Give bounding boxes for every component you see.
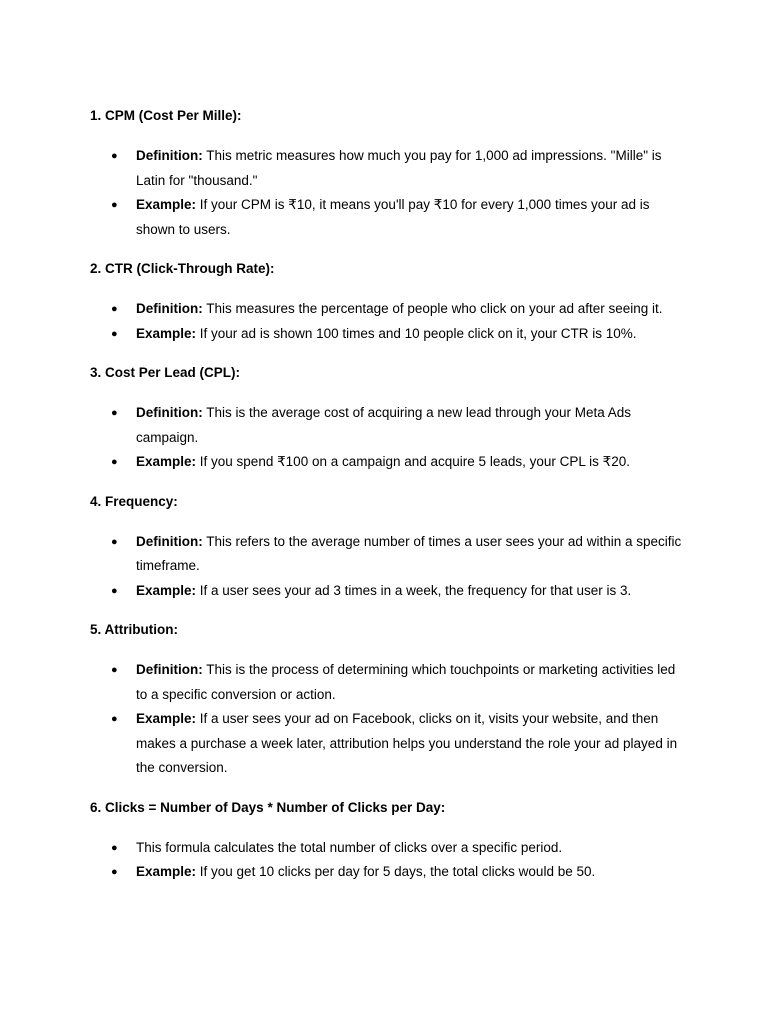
section-clicks-formula [90, 799, 678, 885]
item-term: Example: [136, 864, 197, 879]
section-ctr [90, 260, 678, 346]
list-item [90, 322, 682, 347]
item-text: This metric measures how much you pay for 1,000 ad impressions. "Mille" is Latin for "thousand." [136, 148, 662, 188]
item-term: Example: [136, 454, 197, 469]
bullet-list [90, 530, 682, 604]
bullet-list [90, 297, 678, 346]
item-term: Example: [136, 711, 197, 726]
item-text: If you get 10 clicks per day for 5 days, the total clicks would be 50. [196, 864, 596, 879]
item-term: Example: [136, 197, 197, 212]
item-text: If you spend ₹100 on a campaign and acquire 5 leads, your CPL is ₹20. [196, 454, 630, 469]
bullet-icon: ● [111, 150, 118, 162]
item-term: Definition: [136, 301, 203, 316]
item-text: If your CPM is ₹10, it means you'll pay ₹10 for every 1,000 times your ad is shown to users. [136, 197, 650, 237]
bullet-icon: ● [111, 456, 118, 468]
bullet-icon: ● [111, 407, 118, 419]
section-heading: 1. CPM (Cost Per Mille): [90, 108, 242, 123]
section-cpm [90, 107, 678, 242]
bullet-icon: ● [111, 713, 118, 725]
section-heading: 6. Clicks = Number of Days * Number of Clicks per Day: [90, 799, 446, 815]
bullet-list [90, 144, 678, 242]
list-item [90, 836, 682, 861]
item-term: Definition: [136, 662, 203, 677]
section-attribution [90, 621, 678, 781]
bullet-icon: ● [111, 584, 118, 597]
bullet-icon: ● [111, 841, 118, 854]
item-term: Example: [136, 325, 197, 341]
item-text: If your ad is shown 100 times and 10 people click on it, your CTR is 10%. [196, 325, 637, 341]
item-text: This formula calculates the total number of clicks over a specific period. [136, 839, 563, 855]
bullet-icon: ● [111, 866, 118, 878]
bullet-icon: ● [111, 327, 118, 340]
bullet-list [90, 836, 678, 885]
section-heading: 5. Attribution: [90, 622, 178, 637]
item-term: Definition: [136, 533, 203, 549]
bullet-list [90, 658, 678, 781]
list-item [90, 193, 682, 242]
list-item [90, 450, 682, 475]
list-item [90, 530, 682, 579]
item-text: If a user sees your ad on Facebook, clicks on it, visits your website, and then makes a purchase a week later, attribution helps you understand the role your ad played in the conversion. [136, 711, 678, 775]
bullet-list [90, 401, 678, 475]
bullet-icon: ● [111, 303, 118, 315]
item-text: This refers to the average number of times a user sees your ad within a specific timeframe. [136, 533, 682, 573]
section-heading: 2. CTR (Click-Through Rate): [90, 261, 275, 276]
list-item [90, 144, 682, 193]
section-heading: 4. Frequency: [90, 493, 178, 509]
item-text: If a user sees your ad 3 times in a week, the frequency for that user is 3. [196, 582, 632, 598]
section-heading: 3. Cost Per Lead (CPL): [90, 365, 241, 380]
item-text: This is the average cost of acquiring a new lead through your Meta Ads campaign. [136, 405, 631, 445]
bullet-icon: ● [111, 199, 118, 211]
bullet-icon: ● [111, 535, 118, 548]
list-item [90, 860, 682, 885]
list-item [90, 579, 682, 604]
list-item [90, 658, 682, 707]
section-cpl [90, 364, 678, 475]
item-text: This is the process of determining which touchpoints or marketing activities led to a specific conversion or action. [136, 662, 676, 702]
item-term: Definition: [136, 405, 203, 420]
list-item [90, 707, 682, 781]
item-text: This measures the percentage of people who click on your ad after seeing it. [202, 301, 663, 316]
section-frequency [90, 493, 682, 604]
item-term: Example: [136, 582, 197, 598]
list-item [90, 401, 682, 450]
list-item [90, 297, 682, 322]
item-term: Definition: [136, 148, 203, 163]
bullet-icon: ● [111, 664, 118, 676]
